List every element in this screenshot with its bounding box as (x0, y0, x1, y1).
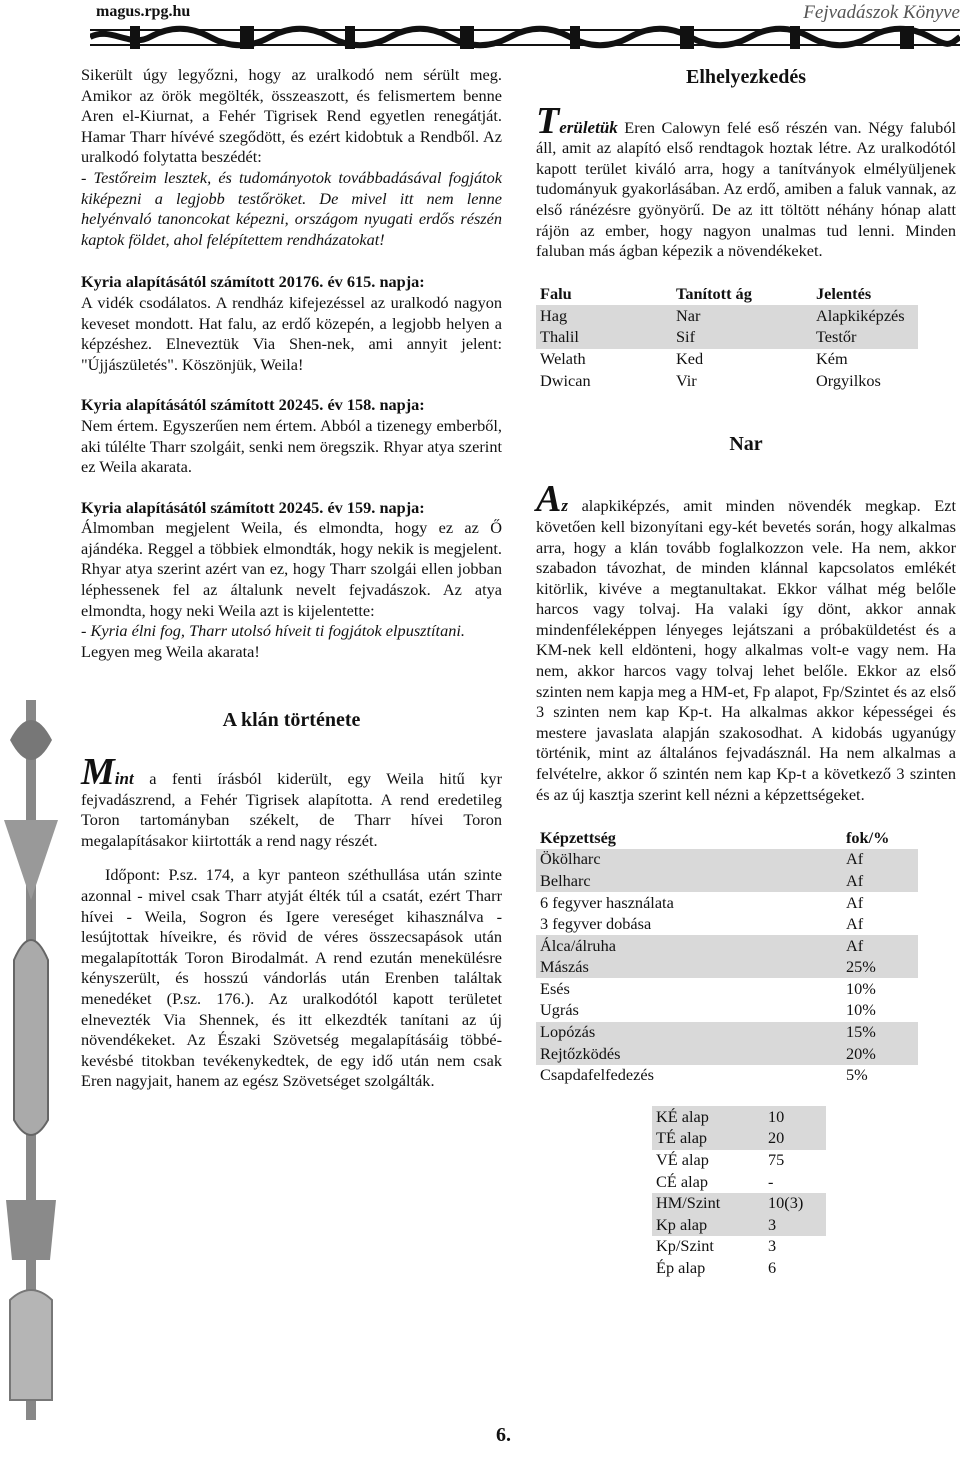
table-cell: Belharc (536, 870, 842, 892)
table-cell: Welath (540, 349, 586, 369)
ornamental-banner (90, 24, 960, 51)
table-header (536, 827, 918, 849)
table-row (652, 1214, 826, 1236)
table-cell: Af (842, 935, 918, 957)
table-cell: Ked (676, 349, 704, 369)
history-heading: A klán története (222, 709, 361, 732)
table-cell: Af (842, 870, 918, 892)
table-cell: Álca/álruha (536, 935, 842, 957)
table-row (536, 349, 918, 371)
entry-end: Legyen meg Weila akarata! (81, 641, 260, 661)
nar-text: alapkiképzés, amit minden növendék megkap. Ezt követően kell bizonyítani egy-két bevetés során, hogy alkalmas arra, hogy a klán tovább foglalkozzon vele. Ha nem, akkor szabadon távozhat, de minden klánnal kapcsolatos emlékét kitörlik, kivéve a megtanultakat. Ekkor válhat még belőle harcos vagy tolvaj. Ha valaki így dönt, akkor annak mindenféleképpen lényeges lejátszani a próbaküldetést és a KM-nek kell eldönteni, hogy alkalmas volt-e vagy nem. Ha nem, akkor harcos vagy tolvaj lehet belőle. Ekkor az első szinten nem kapja meg a HM-et, Fp alapot, Fp/Szintet és az első 3 szinten nem kap Kp-t. Ha alkalmas akkor képességei és mestere javaslata alapján szakosodhat. A kidobás ugyanúgy történik, mint az általános fejvadásznál. Ha nem alkalmas a felvételre, akkor ő szintén nem kap Kp-t a következő 3 szinten és az új kasztja szerint kell nézni a képzettségeket. (536, 496, 956, 804)
table-row (652, 1128, 826, 1150)
header-cell: Képzettség (540, 827, 616, 847)
table-cell: Testőr (812, 327, 918, 349)
table-row (536, 957, 918, 979)
left-column (81, 65, 502, 1092)
table-row (536, 914, 918, 936)
table-cell: VÉ alap (656, 1150, 709, 1170)
header-cell: Tanított ág (676, 284, 752, 304)
diary-entry-3 (81, 498, 502, 663)
table-cell: Kém (816, 349, 848, 369)
table-cell: Af (846, 914, 864, 934)
table-row (652, 1193, 826, 1215)
table-row (536, 305, 918, 327)
table-row (652, 1236, 826, 1258)
table-cell: Sif (672, 327, 812, 349)
table-cell: - (768, 1171, 774, 1191)
table-cell: 3 fegyver dobása (540, 914, 652, 934)
lead-word: int (114, 769, 134, 789)
table-cell: 25% (842, 957, 918, 979)
lead-word: z (561, 496, 568, 516)
entry-text: Álmomban megjelent Weila, és elmondta, hogy ez az Ő ajándéka. Reggel a többiek elmondták, hogy nekik is megjelent. Rhyar atya szerint azért van ez, hogy Tharr szolgái ellen jobban léphessenek fel az általunk nevelt fejvadászok. Az atya elmondta, hogy neki Weila azt is kijelentette: (81, 518, 502, 620)
location-paragraph (536, 99, 956, 262)
history-paragraph-2: Időpont: P.sz. 174, a kyr panteon széthullása után szinte azonnal - mivel csak Tharr atyját élték túl a csatát, ezért Tharr hívei - Weila, Sogron és Igere vereséget kihasználva - lesújtottak híveikre, és rövid de véres összecsapások után megalapították Toron Birodalmát. A rend ezután menekülésre kényszerült, és hosszú vándorlás után Erenben találtak menedéket (P.sz. 176.). Az uralkodótól kapott területet elnevezték Via Shennek, és itt elkezdték tanítani az új növendékeket. Az Északi Szövetség megalapításáig többé-kevésbé titokban tevékenykedtek, de egy idő után nem csak Eren nagyjait, hanem az egész Szövetséget szolgálták. (81, 865, 502, 1091)
table-cell: Rejtőzködés (536, 1043, 842, 1065)
table-cell: Ugrás (540, 1000, 579, 1020)
header-cell: fok/% (846, 827, 890, 847)
table-row (536, 1065, 918, 1087)
entry-title: Kyria alapításától számított 20245. év 159. napja: (81, 497, 425, 517)
table-row (536, 1043, 918, 1065)
header-cell: Jelentés (816, 284, 872, 304)
intro-paragraph: Sikerült úgy legyőzni, hogy az uralkodó nem sérült meg. Amikor az örök megölték, összeaszott, és felismertem benne Aren el-Kiurnat, a Fehér Tigrisek Rend egyetlen renegátját. Hamar Tharr hívévé szegődött, és ezért kidobtuk a Rendből. Az uralkodó folytatta beszédét: (81, 65, 502, 167)
table-cell: Ökölharc (536, 849, 842, 871)
table-cell: Alapkiképzés (812, 305, 918, 327)
table-cell: Kp/Szint (656, 1236, 714, 1256)
table-cell: 6 (768, 1258, 777, 1277)
entry-title: Kyria alapításától számított 20245. év 158. napja: (81, 395, 425, 415)
table-row (536, 892, 918, 914)
table-header (536, 284, 918, 306)
table-row (652, 1106, 826, 1128)
drop-cap: T (536, 99, 560, 142)
table-cell: 10% (846, 978, 876, 998)
diary-entry-1 (81, 272, 502, 375)
table-row (536, 849, 918, 871)
table-cell: Esés (540, 978, 570, 998)
table-cell: 15% (842, 1022, 918, 1044)
skills-table (536, 827, 918, 1086)
history-paragraph-1 (81, 751, 502, 851)
table-cell: Lopózás (536, 1022, 842, 1044)
table-cell: 75 (768, 1150, 785, 1170)
table-row (536, 978, 918, 1000)
table-cell: Dwican (540, 370, 591, 390)
table-cell: 20 (764, 1128, 826, 1150)
drop-cap: M (81, 751, 115, 794)
table-row (536, 327, 918, 349)
table-cell: Af (842, 849, 918, 871)
table-cell: Af (846, 892, 864, 912)
table-cell: CÉ alap (656, 1171, 708, 1191)
table-row (652, 1150, 826, 1172)
page-number: 6. (496, 1424, 511, 1446)
table-cell: 10 (764, 1106, 826, 1128)
site-name: magus.rpg.hu (96, 3, 191, 20)
header-cell: Falu (540, 284, 572, 304)
table-row (536, 870, 918, 892)
table-row (536, 935, 918, 957)
table-cell: Kp alap (652, 1214, 764, 1236)
table-cell: Ép alap (656, 1258, 706, 1277)
table-cell: Orgyilkos (816, 370, 881, 390)
table-cell: 3 (768, 1236, 777, 1256)
ruler-speech: - Testőreim lesztek, és tudományotok továbbadásával fogjátok kiképezni a legjobb testőröket. De mivel itt nem lenne helyénvaló tanoncokat képezni, országom nyugati erdős részén kaptok földet, ahol felépítettem rendházatokat! (81, 167, 502, 249)
table-cell: Thalil (536, 327, 672, 349)
table-cell: 10(3) (764, 1193, 826, 1215)
entry-text: A vidék csodálatos. A rendház kifejezéssel az uralkodó nagyon keveset mondott. Hat falu, az erdő közepén, a legjobb helyen a képzéshez. Elneveztük Via Shen-nek, ami annyit jelent: "Újjászületés". Köszönjük, Weila! (81, 292, 502, 374)
table-cell: 6 fegyver használata (540, 892, 674, 912)
table-cell: Csapdafelfedezés (540, 1065, 654, 1085)
table-row (652, 1171, 826, 1193)
table-row (652, 1258, 826, 1280)
location-text: Eren Calowyn felé eső részén van. Négy faluból áll, amit az alapító első rendtagok hoztak létre. Az uralkodótól kapott terület kiváló arra, hogy a tanítványok elmélyüljenek tudományuk gyakorlásában. Az erdő, amiben a faluk vannak, az első ránézésre gyönyörű. De az itt töltött néhány hónap alatt rájön az ember, hogy nagyon unalmas tud lenni. Minden faluban más ágban képezik a növendékeket. (536, 117, 956, 261)
diary-entry-2 (81, 395, 502, 477)
location-heading: Elhelyezkedés (686, 66, 806, 88)
drop-cap: A (536, 478, 562, 521)
nar-heading: Nar (729, 432, 763, 455)
entry-title: Kyria alapításától számított 20176. év 615. napja: (81, 272, 425, 292)
lead-word: erületük (559, 117, 618, 137)
table-cell: HM/Szint (652, 1193, 764, 1215)
table-row (536, 370, 918, 392)
villages-table (536, 284, 918, 392)
nar-paragraph (536, 478, 956, 805)
entry-text: Nem értem. Egyszerűen nem értem. Abból a tizenegy emberből, aki túlélte Tharr szolgáit, senki nem öregszik. Rhyar atya szerint ez Weila akarata. (81, 415, 502, 477)
table-cell: KÉ alap (652, 1106, 764, 1128)
table-cell: Vir (676, 370, 697, 390)
stats-table (652, 1106, 826, 1279)
table-cell: Mászás (536, 957, 842, 979)
side-ornament (0, 700, 62, 1420)
table-row (536, 1022, 918, 1044)
table-cell: 5% (846, 1065, 868, 1085)
table-cell: Nar (672, 305, 812, 327)
table-cell: 3 (764, 1214, 826, 1236)
table-cell: Hag (536, 305, 672, 327)
history-text: a fenti írásból kiderült, egy Weila hitű kyr fejvadászrend, a Fehér Tigrisek alapította. A rend eredetileg Toron tartományban székelt, de Tharr hívei Toron megalapításakor kiirtották a rend nagy részét. (81, 769, 502, 850)
table-cell: TÉ alap (652, 1128, 764, 1150)
entry-quote: - Kyria élni fog, Tharr utolsó híveit ti fogjátok elpusztítani. (81, 621, 465, 641)
page-header (0, 0, 960, 52)
book-title: Fejvadászok Könyve (803, 2, 960, 23)
table-cell: 10% (846, 1000, 876, 1020)
table-row (536, 1000, 918, 1022)
table-cell: 20% (842, 1043, 918, 1065)
right-column (536, 65, 956, 1279)
